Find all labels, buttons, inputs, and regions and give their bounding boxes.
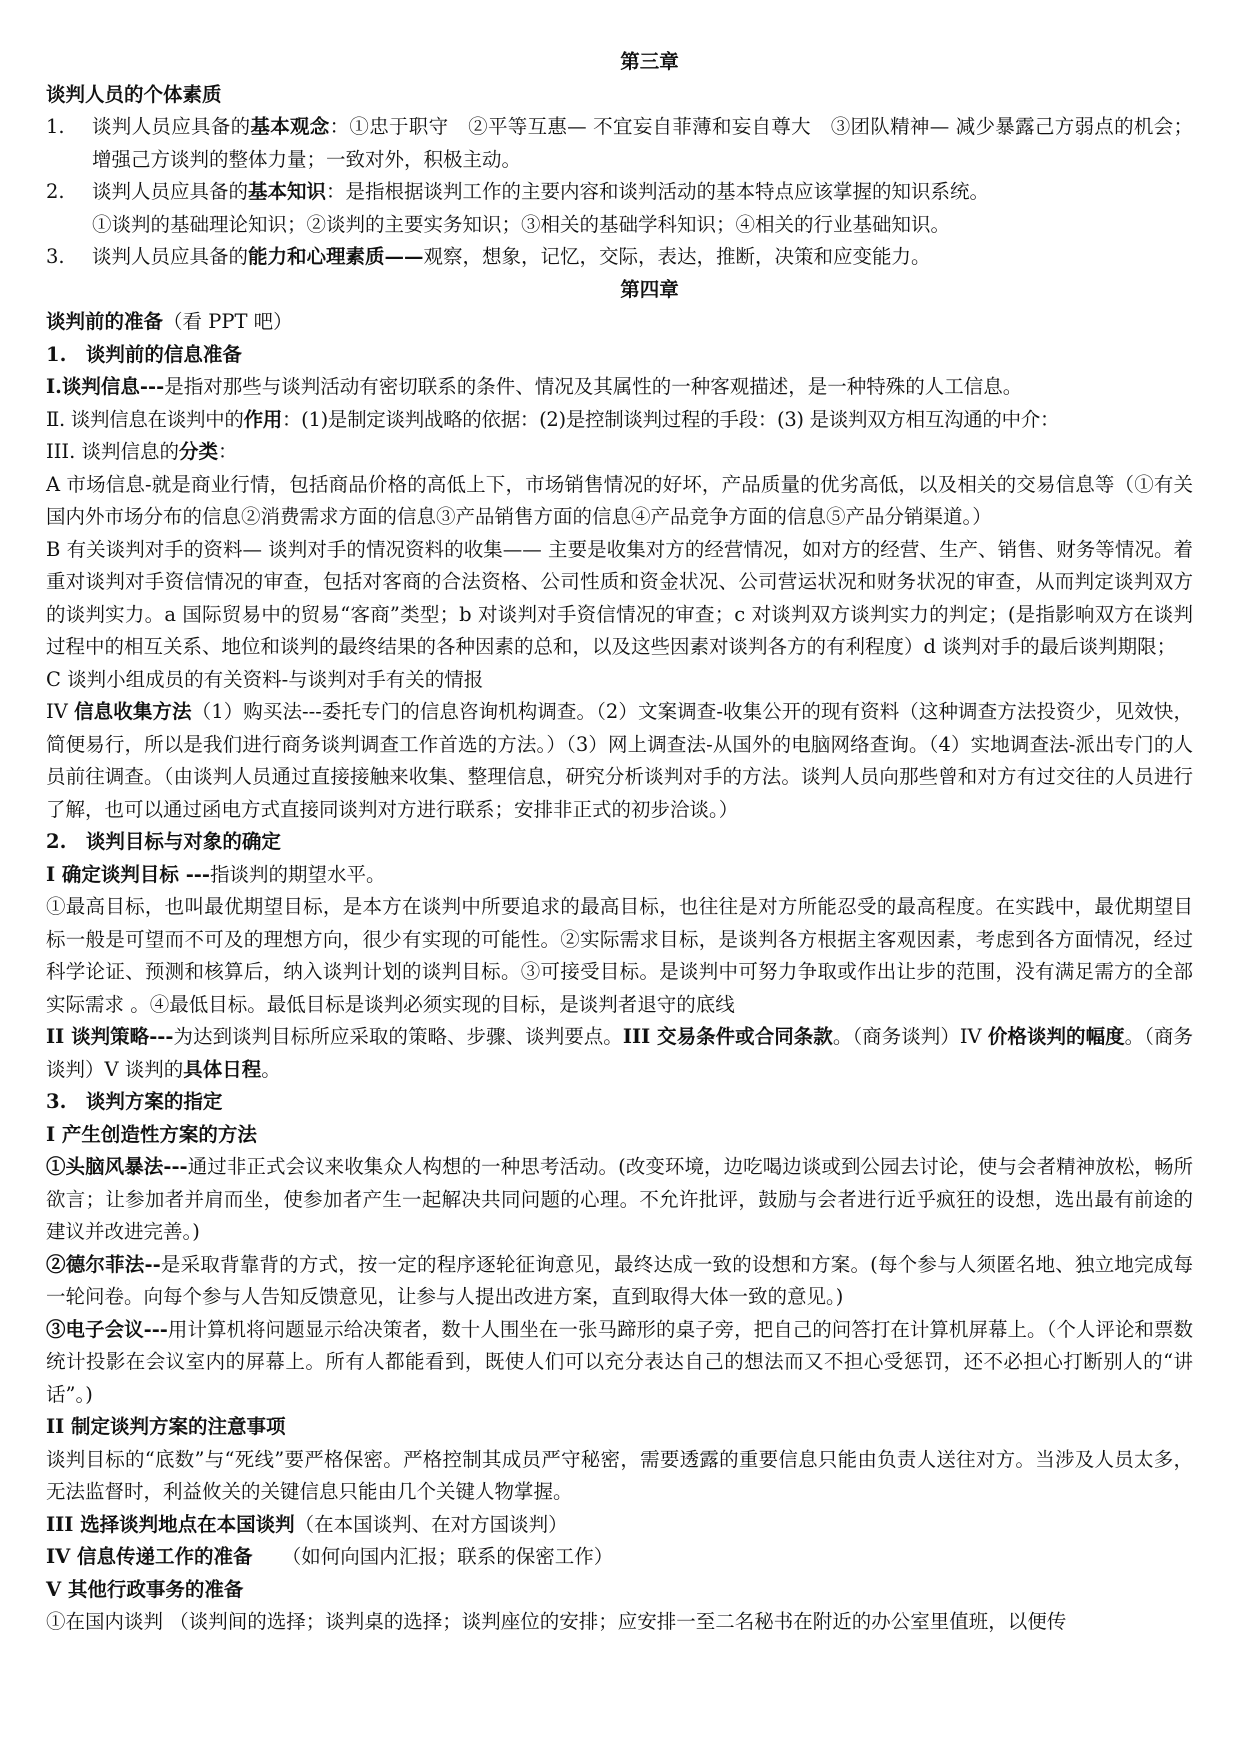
paragraph-opponent-info: B 有关谈判对手的资料— 谈判对手的情况资料的收集—— 主要是收集对方的经营情况，如对方的经营、生产、销售、财务等情况。着重对谈判对手资信情况的审查，包括对客商的合法资格、公司性质和资金状况、公司营运状况和财务状况的审查，从而判定谈判双方的谈判实力。a 国际贸易中的贸易“客商”类型；b 对谈判对手资信情况的审查；c 对谈判双方谈判实力的判定；(是指影响双方在谈判过程中的相互关系、地位和谈判的最终结果的各种因素的总和，以及这些因素对谈判各方的有利程度）d 谈判对手的最后谈判期限； (46, 537, 1193, 658)
bold-term: 谈判前的准备 (46, 310, 164, 333)
subsection-title-info-prep: 1. 谈判前的信息准备 (46, 342, 242, 366)
list-number: 1. (46, 115, 65, 138)
text: 谈判人员应具备的 (92, 180, 249, 203)
chapter-3-title: 第三章 (620, 50, 679, 73)
paragraph-goal-definition (46, 859, 1193, 892)
bold-term: ③电子会议--- (46, 1317, 168, 1341)
subsection-title-plan: 3. 谈判方案的指定 (46, 1090, 223, 1113)
list-number: 3. (46, 245, 65, 268)
text: Ⅱ. 谈判信息在谈判中的 (46, 407, 244, 431)
bold-term: 信息收集方法 (74, 700, 192, 723)
text: 通过非正式会议来收集众人构想的一种思考活动。(改变环境，边吃喝边谈或到公园去讨论，使与会者精神放松，畅所欲言；让参加者并肩而坐，使参加者产生一起解决共同问题的心理。不允许批评，鼓励与会者进行近乎疯狂的设想，选出最有前途的建议并改进完善。) (46, 1155, 1194, 1243)
paragraph-info-types (46, 436, 1193, 469)
text: IV (46, 700, 75, 723)
text: 。（商务谈判） (832, 1025, 960, 1048)
text: 谈判人员应具备的 (92, 245, 249, 268)
bold-term: 基本知识 (248, 180, 327, 203)
bold-term: 作用 (243, 407, 282, 431)
subsection-title-goals: 2. 谈判目标与对象的确定 (46, 830, 281, 853)
text: （如何向国内汇报；联系的保密工作） (252, 1545, 614, 1568)
paragraph-plan-notes: 谈判目标的“底数”与“死线”要严格保密。严格控制其成员严守秘密，需要透露的重要信息只能由负责人送往对方。当涉及人员太多，无法监督时，利益攸关的关键信息只能由几个关键人物掌握。 (46, 1447, 1193, 1503)
paragraph-team-info: C 谈判小组成员的有关资料-与谈判对手有关的情报 (46, 667, 484, 691)
list-number: 2. (46, 180, 65, 203)
bold-term: 具体日程 (183, 1057, 262, 1081)
text: （1）购买法---委托专门的信息咨询机构调查。（2）文案调查-收集公开的现有资料（这种调查方法投资少，见效快，简便易行，所以是我们进行商务谈判调查工作首选的方法。）（3）网上调查法-从国外的电脑网络查询。（4）实地调查法-派出专门的人员前往调查。（由谈判人员通过直接接触来收集、整理信息，研究分析谈判对手的方法。谈判人员向那些曾和对方有过交往的人员进行了解，也可以通过函电方式直接同谈判对方进行联系；安排非正式的初步洽谈。） (46, 700, 1194, 821)
paragraph-collection-methods (46, 696, 1193, 826)
heading-creative-methods: I 产生创造性方案的方法 (46, 1122, 257, 1146)
bold-term: Ⅰ.谈判信息--- (46, 375, 165, 398)
bold-term: III 交易条件或合同条款 (622, 1025, 833, 1048)
text: IV (959, 1025, 988, 1048)
text: 谈判人员应具备的 (92, 115, 251, 138)
list-item-basic-knowledge (46, 176, 1193, 209)
bold-term: III 选择谈判地点在本国谈判 (46, 1512, 295, 1536)
paragraph-goal-levels: ①最高目标，也叫最优期望目标，是本方在谈判中所要追求的最高目标，也往往是对方所能忍受的最高程度。在实践中，最优期望目标一般是可望而不可及的理想方向，很少有实现的可能性。②实际需求目标，是谈判各方根据主客观因素，考虑到各方面情况，经过科学论证、预测和核算后，纳入谈判计划的谈判目标。③可接受目标。是谈判中可努力争取或作出让步的范围，没有满足需方的全部实际需求 。④最低目标。最低目标是谈判必须实现的目标，是谈判者退守的底线 (46, 895, 1193, 1016)
bold-term: 基本观念 (250, 115, 330, 138)
heading-admin-prep: V 其他行政事务的准备 (46, 1577, 244, 1601)
section-heading-personal-quality: 谈判人员的个体素质 (46, 82, 222, 106)
section-heading-preparation (46, 306, 1193, 339)
paragraph-brainstorming (46, 1151, 1193, 1249)
paragraph-strategy (46, 1021, 1193, 1086)
paragraph-info-transfer (46, 1541, 1193, 1574)
text: ：(1)是制定谈判战略的依据：(2)是控制谈判过程的手段：(3) 是谈判双方相互沟通的中介： (281, 407, 1060, 431)
bold-term: 能力和心理素质—— (248, 245, 424, 268)
text: 。（商务谈判）V 谈判的 (46, 1025, 1193, 1081)
paragraph-info-role (46, 404, 1193, 437)
bold-term: 分类 (179, 440, 219, 463)
text: 是指对那些与谈判活动有密切联系的条件、情况及其属性的一种客观描述，是一种特殊的人工信息。 (164, 375, 1023, 398)
paragraph-market-info: A 市场信息-就是商业行情，包括商品价格的高低上下，市场销售情况的好坏，产品质量的优劣高低，以及相关的交易信息等（①有关国内外市场分布的信息②消费需求方面的信息③产品销售方面的信息④产品竞争方面的信息⑤产品分销渠道。） (46, 472, 1193, 528)
text: III. 谈判信息的 (46, 440, 180, 463)
paragraph-e-meeting (46, 1314, 1193, 1412)
bold-term: ②德尔菲法-- (46, 1252, 161, 1276)
text: 是采取背靠背的方式，按一定的程序逐轮征询意见，最终达成一致的设想和方案。(每个参与人须匿名地、独立地完成每一轮问卷。向每个参与人告知反馈意见，让参与人提出改进方案，直到取得大体一致的意见。) (46, 1252, 1194, 1308)
text: 。 (261, 1057, 281, 1081)
knowledge-list-line: ①谈判的基础理论知识；②谈判的主要实务知识；③相关的基础学科知识；④相关的行业基础知识。 (92, 212, 951, 236)
text: （在本国谈判、在对方国谈判） (294, 1512, 568, 1536)
bold-term: I 确定谈判目标 --- (46, 862, 210, 886)
text: 为达到谈判目标所应采取的策略、步骤、谈判要点。 (173, 1025, 623, 1048)
text: 用计算机将问题显示给决策者，数十人围坐在一张马蹄形的桌子旁，把自己的问答打在计算机屏幕上。（个人评论和票数统计投影在会议室内的屏幕上。所有人都能看到，既使人们可以充分表达自己的想法而又不担心受惩罚，还不必担心打断别人的“讲话”。) (46, 1317, 1193, 1406)
text: ：①忠于职守 ②平等互惠— 不宜妄自菲薄和妄自尊大 ③团队精神— 减少暴露己方弱点的机会；增强己方谈判的整体力量；一致对外，积极主动。 (92, 115, 1193, 171)
bold-term: IV 信息传递工作的准备 (46, 1545, 253, 1568)
text: （看 PPT 吧） (163, 310, 293, 333)
text: 观察，想象，记忆，交际，表达，推断，决策和应变能力。 (423, 245, 931, 268)
heading-plan-notes: II 制定谈判方案的注意事项 (46, 1415, 286, 1438)
list-item-ability (46, 241, 1193, 274)
text: ： (218, 440, 238, 463)
list-item-basic-concepts (46, 111, 1193, 176)
paragraph-location (46, 1509, 1193, 1542)
bold-term: 价格谈判的幅度 (987, 1025, 1125, 1048)
text: 指谈判的期望水平。 (209, 862, 386, 886)
bold-term: II 谈判策略--- (46, 1025, 174, 1048)
paragraph-delphi (46, 1249, 1193, 1314)
paragraph-domestic-negotiation: ①在国内谈判 （谈判间的选择；谈判桌的选择；谈判座位的安排；应安排一至二名秘书在附近的办公室里值班，以便传 (46, 1610, 1067, 1633)
bold-term: ①头脑风暴法--- (46, 1155, 188, 1178)
text: ：是指根据谈判工作的主要内容和谈判活动的基本特点应该掌握的知识系统。 (326, 180, 990, 203)
paragraph-info-definition (46, 371, 1193, 404)
chapter-4-title: 第四章 (620, 277, 679, 301)
